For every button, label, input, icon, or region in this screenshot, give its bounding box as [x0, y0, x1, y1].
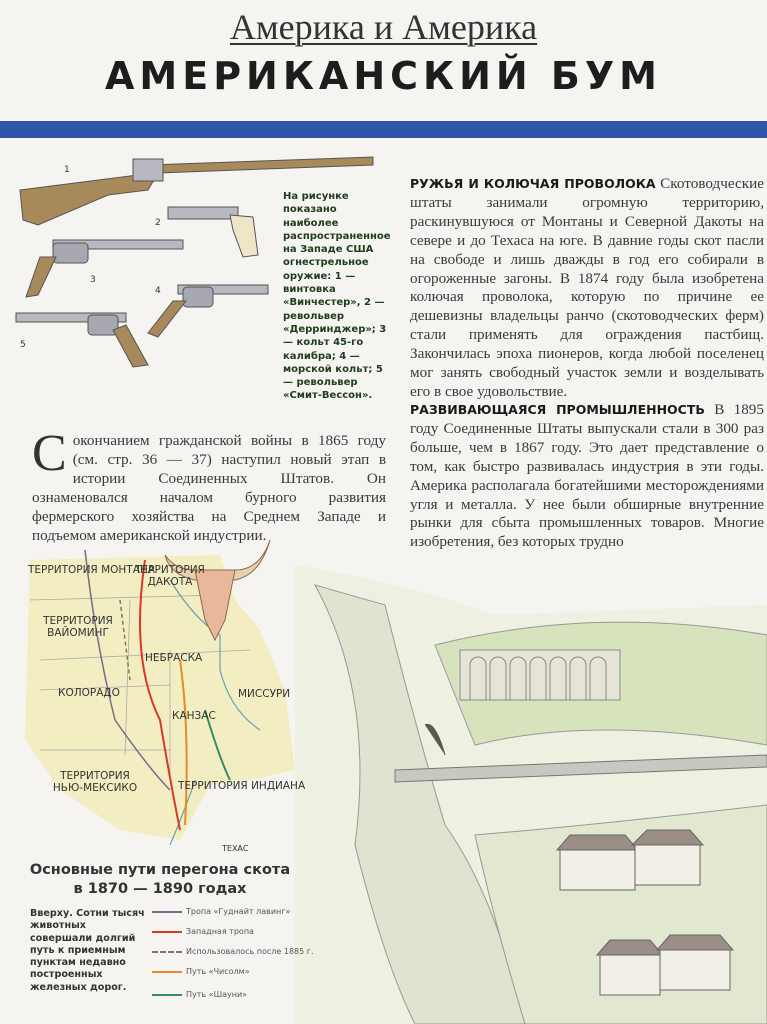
map-label: ТЕРРИТОРИЯ ДАКОТА [135, 564, 205, 588]
section-text: Скотоводческие штаты занимали огромную территорию, раскинувшуюся от Монтаны и Северной Дакоты на севере и до Техаса на юге. В давние годы скот пасли на свободе и лишь дважды в год его собирали в огороженные загоны. В 1874 году была изобретена колючая проволока, которую по причине ее дешевизны владельцы ранчо (скотоводческих ферм) стали применять для ограждения пастбищ. Закончилась эпоха пионеров, когда любой поселенец мог занять свободный участок земли и возделывать его в свое удовольствие. [410, 175, 765, 400]
intro-text: окончанием гражданской войны в 1865 году (см. стр. 36 — 37) наступил новый этап в истории Соединенных Штатов. Он ознаменовался началом бурного развития фермерского хозяйства на Среднем Западе и подъемом американской индустрии. [32, 432, 386, 544]
legend-item: Путь «Чисолм» [152, 967, 250, 976]
legend-item: Путь «Шауни» [152, 990, 247, 999]
section-heading: РАЗВИВАЮЩАЯСЯ ПРОМЫШЛЕННОСТЬ [410, 402, 705, 417]
legend-item: Западная тропа [152, 927, 254, 936]
series-title: Америка и Америка [229, 7, 538, 47]
map-label: МИССУРИ [238, 688, 291, 700]
section-heading: РУЖЬЯ И КОЛЮЧАЯ ПРОВОЛОКА [410, 176, 656, 191]
gun-number: 1 [64, 165, 70, 175]
map-label: ТЕРРИТОРИЯ ВАЙОМИНГ [43, 615, 113, 639]
section-industry [410, 401, 764, 552]
map-note: Вверху. Сотни тысяч животных совершали долгий путь к приемным пунктам недавно построенных железных дорог. [30, 908, 145, 993]
map-label: ТЕХАС [222, 844, 249, 853]
section-text: В 1895 году Соединенные Штаты выпускали стали в 300 раз больше, чем в 1867 году. Это дает представление о том, как быстро развивалась индустрия в эти годы. Америка располагала богатейшими месторождениями угля и металла. У нее были обширные внутренние рынки для сбыта промышленных товаров. Многие изобретения, без которых трудно [410, 401, 764, 551]
map-label: КАНЗАС [172, 710, 216, 722]
intro-paragraph [32, 425, 386, 545]
map-label: ТЕРРИТОРИЯ НЬЮ-МЕКСИКО [52, 770, 138, 794]
viaduct [460, 650, 620, 700]
drop-cap: С [32, 425, 67, 482]
gun-number: 2 [155, 218, 161, 228]
gun-number: 5 [20, 340, 26, 350]
section-guns-wire [410, 175, 764, 402]
map-label: КОЛОРАДО [58, 687, 120, 699]
page-title: АМЕРИКАНСКИЙ БУМ [105, 54, 662, 98]
guns-caption: На рисунке показано наиболее распространенное на Западе США огнестрельное оружие: 1 — винтовка «Винчестер», 2 — револьвер «Дерринджер»; 3 — кольт 45-го калибра; 4 — морской кольт; 5 — револьвер «Смит-Вессон». [283, 191, 391, 402]
landscape-illustration [295, 545, 767, 1024]
header-bar [0, 121, 767, 138]
legend-item: Использовалось после 1885 г. [152, 947, 314, 956]
smith-wesson [16, 313, 148, 367]
map-label: НЕБРАСКА [145, 652, 203, 664]
gun-number: 3 [90, 275, 96, 285]
gun-number: 4 [155, 286, 161, 296]
legend-item: Тропа «Гуднайт лавинг» [152, 907, 290, 916]
map-title: Основные пути перегона скота в 1870 — 1890 годах [29, 862, 291, 897]
navy-colt [148, 285, 268, 337]
map-label: ТЕРРИТОРИЯ МОНТАНА [28, 564, 155, 576]
map-label: ТЕРРИТОРИЯ ИНДИАНА [178, 780, 306, 792]
